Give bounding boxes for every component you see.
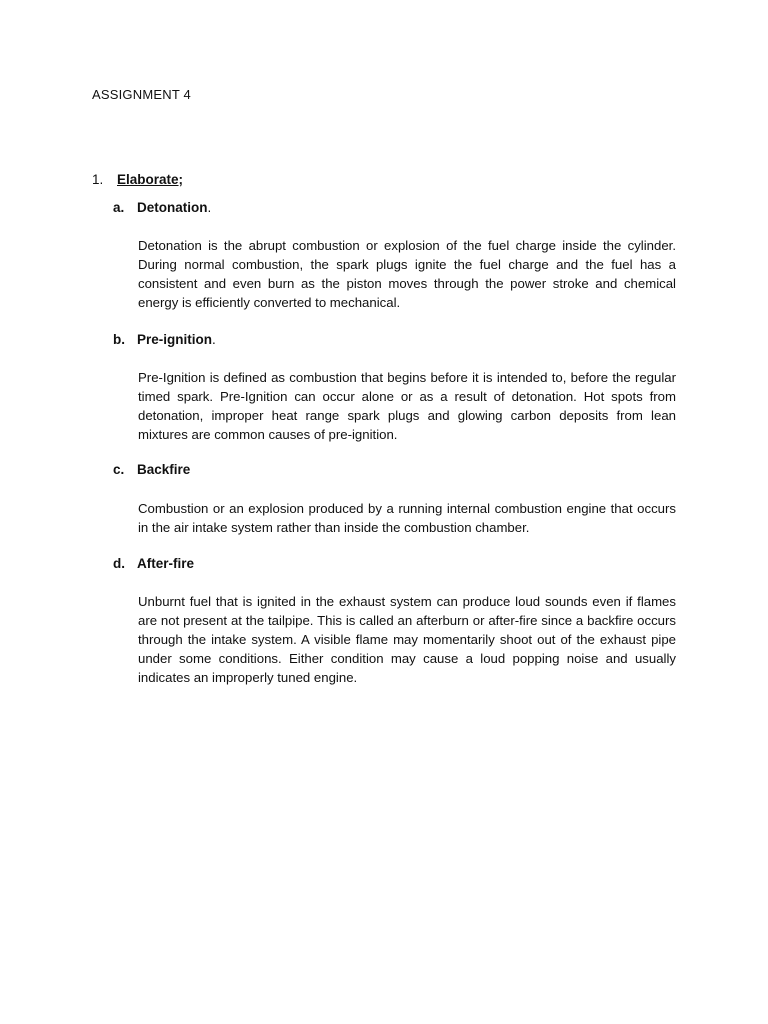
question-number: 1. xyxy=(92,172,104,187)
document-title: ASSIGNMENT 4 xyxy=(92,87,191,102)
item-letter: a. xyxy=(113,200,125,215)
item-heading-detonation xyxy=(113,200,211,215)
item-body-after-fire: Unburnt fuel that is ignited in the exhaust system can produce loud sounds even if flames are not present at the tailpipe. This is called an afterburn or after-fire since a backfire occurs through the intake system. A visible flame may momentarily shoot out of the exhaust pipe under some conditions. Either condition may cause a loud popping noise and usually indicates an improperly tuned engine. xyxy=(138,594,676,685)
item-letter: d. xyxy=(113,556,125,571)
item-body-detonation: Detonation is the abrupt combustion or explosion of the fuel charge inside the cylinder. During normal combustion, the spark plugs ignite the fuel charge and the fuel has a consistent and even burn as the piston moves through the power stroke and chemical energy is efficiently converted to mechanical. xyxy=(138,238,676,310)
question-suffix: ; xyxy=(178,172,184,187)
item-heading-text: After-fire xyxy=(137,556,195,571)
item-body-pre-ignition: Pre-Ignition is defined as combustion that begins before it is intended to, before the regular timed spark. Pre-Ignition can occur alone or as a result of detonation. Hot spots from detonation, improper heat range spark plugs and glowing carbon deposits from lean mixtures are common causes of pre-ignition. xyxy=(138,370,676,442)
question-word: Elaborate xyxy=(117,172,179,187)
item-heading-suffix: . xyxy=(207,200,212,215)
question-heading xyxy=(92,172,183,187)
item-letter: b. xyxy=(113,332,125,347)
item-heading-text: Detonation xyxy=(137,200,208,215)
item-heading-backfire xyxy=(113,462,190,477)
item-heading-text: Backfire xyxy=(137,462,191,477)
item-letter: c. xyxy=(113,462,125,477)
item-heading-pre-ignition xyxy=(113,332,216,347)
item-heading-after-fire xyxy=(113,556,194,571)
item-body-backfire: Combustion or an explosion produced by a running internal combustion engine that occurs in the air intake system rather than inside the combustion chamber. xyxy=(138,501,676,535)
item-heading-suffix: . xyxy=(212,332,216,347)
item-heading-text: Pre-ignition xyxy=(137,332,212,347)
